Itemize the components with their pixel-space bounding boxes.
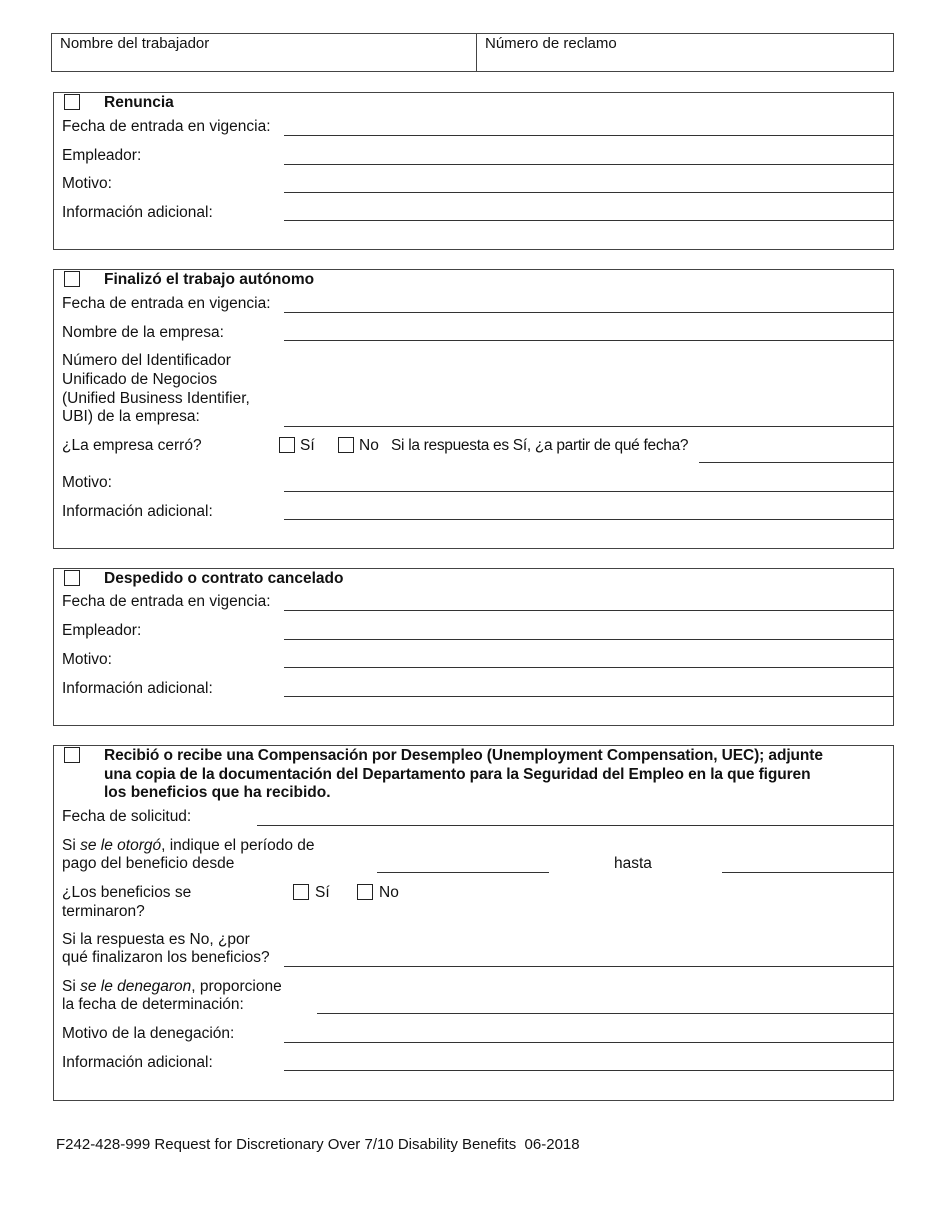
business-name-label: Nombre de la empresa: <box>62 324 224 341</box>
uec-title-line3: los beneficios que ha recibido. <box>104 784 331 801</box>
dismissed-additional-info-label: Información adicional: <box>62 680 213 697</box>
worker-name-field[interactable] <box>52 54 475 71</box>
renuncia-effective-date-input[interactable] <box>284 135 894 136</box>
dismissed-checkbox[interactable] <box>64 570 80 586</box>
denied-label-line1: Si se le denegaron, proporcione <box>62 978 282 995</box>
determination-date-input[interactable] <box>317 1013 894 1014</box>
renuncia-reason-input[interactable] <box>284 192 894 193</box>
business-closed-label: ¿La empresa cerró? <box>62 437 202 454</box>
dismissed-effective-date-input[interactable] <box>284 610 894 611</box>
self-employment-effective-date-label: Fecha de entrada en vigencia: <box>62 295 271 312</box>
benefits-ended-no-checkbox[interactable] <box>357 884 373 900</box>
denial-reason-label: Motivo de la denegación: <box>62 1025 235 1042</box>
dismissed-title: Despedido o contrato cancelado <box>104 570 344 587</box>
benefit-from-input[interactable] <box>377 872 549 873</box>
ubi-label-line2: Unificado de Negocios <box>62 371 218 388</box>
self-employment-title: Finalizó el trabajo autónomo <box>104 271 315 288</box>
dismissed-employer-input[interactable] <box>284 639 894 640</box>
if-no-label-line2: qué finalizaron los beneficios? <box>62 949 270 966</box>
renuncia-checkbox[interactable] <box>64 94 80 110</box>
business-closed-no-label: No <box>359 437 379 454</box>
dismissed-reason-input[interactable] <box>284 667 894 668</box>
denied-italic-text: se le denegaron <box>80 978 192 995</box>
worker-name-label: Nombre del trabajador <box>60 35 210 52</box>
business-name-input[interactable] <box>284 340 894 341</box>
dismissed-reason-label: Motivo: <box>62 651 112 668</box>
dismissed-employer-label: Empleador: <box>62 622 142 639</box>
self-employment-additional-info-input[interactable] <box>284 519 894 520</box>
self-employment-additional-info-label: Información adicional: <box>62 503 213 520</box>
benefits-ended-yes-checkbox[interactable] <box>293 884 309 900</box>
benefits-ended-yes-label: Sí <box>315 884 330 901</box>
renuncia-section <box>53 92 894 250</box>
until-label: hasta <box>614 855 652 872</box>
ubi-label-line3: (Unified Business Identifier, <box>62 390 250 407</box>
uec-checkbox[interactable] <box>64 747 80 763</box>
uec-additional-info-input[interactable] <box>284 1070 894 1071</box>
renuncia-effective-date-label: Fecha de entrada en vigencia: <box>62 118 271 135</box>
benefits-ended-no-label: No <box>379 884 399 901</box>
self-employment-reason-input[interactable] <box>284 491 894 492</box>
claim-number-label: Número de reclamo <box>485 35 617 52</box>
application-date-label: Fecha de solicitud: <box>62 808 192 825</box>
renuncia-additional-info-input[interactable] <box>284 220 894 221</box>
ubi-input[interactable] <box>284 426 894 427</box>
if-no-label-line1: Si la respuesta es No, ¿por <box>62 931 250 948</box>
ubi-label-line4: UBI) de la empresa: <box>62 408 200 425</box>
if-no-reason-input[interactable] <box>284 966 894 967</box>
uec-title-line1: Recibió o recibe una Compensación por Desempleo (Unemployment Compensation, UEC); adjunte <box>104 747 823 764</box>
dismissed-effective-date-label: Fecha de entrada en vigencia: <box>62 593 271 610</box>
denied-label-line2: la fecha de determinación: <box>62 996 244 1013</box>
business-closed-yes-label: Sí <box>300 437 315 454</box>
business-closed-no-checkbox[interactable] <box>338 437 354 453</box>
denial-reason-input[interactable] <box>284 1042 894 1043</box>
uec-additional-info-label: Información adicional: <box>62 1054 213 1071</box>
self-employment-effective-date-input[interactable] <box>284 312 894 313</box>
self-employment-reason-label: Motivo: <box>62 474 112 491</box>
ubi-label-line1: Número del Identificador <box>62 352 231 369</box>
business-closed-yes-checkbox[interactable] <box>279 437 295 453</box>
form-footer: F242-428-999 Request for Discretionary Over 7/10 Disability Benefits 06-2018 <box>56 1136 580 1153</box>
granted-label-line1: Si se le otorgó, indique el período de <box>62 837 315 854</box>
dismissed-additional-info-input[interactable] <box>284 696 894 697</box>
benefits-ended-label-line2: terminaron? <box>62 903 145 920</box>
renuncia-employer-input[interactable] <box>284 164 894 165</box>
renuncia-employer-label: Empleador: <box>62 147 142 164</box>
renuncia-additional-info-label: Información adicional: <box>62 204 213 221</box>
granted-label-line2: pago del beneficio desde <box>62 855 235 872</box>
benefits-ended-label-line1: ¿Los beneficios se <box>62 884 192 901</box>
closed-date-input[interactable] <box>699 462 894 463</box>
if-yes-date-label: Si la respuesta es Sí, ¿a partir de qué fecha? <box>391 437 689 454</box>
self-employment-checkbox[interactable] <box>64 271 80 287</box>
granted-italic-text: se le otorgó <box>80 837 162 854</box>
claim-number-field[interactable] <box>477 54 893 71</box>
benefit-until-input[interactable] <box>722 872 894 873</box>
uec-title-line2: una copia de la documentación del Departamento para la Seguridad del Empleo en la que figuren <box>104 766 811 783</box>
application-date-input[interactable] <box>257 825 894 826</box>
renuncia-reason-label: Motivo: <box>62 175 112 192</box>
renuncia-title: Renuncia <box>104 94 174 111</box>
